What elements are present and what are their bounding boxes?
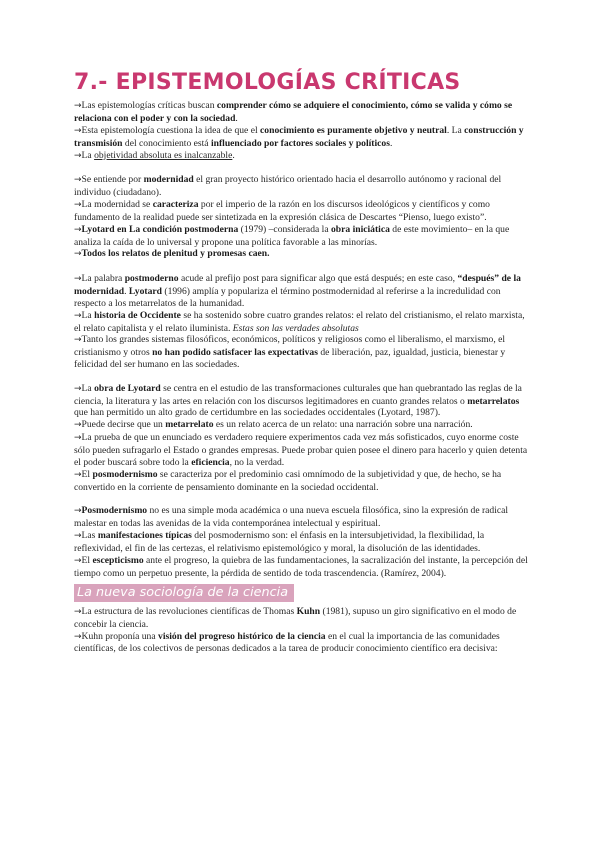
arrow-icon: → bbox=[74, 125, 82, 136]
text: La modernidad se bbox=[81, 198, 153, 210]
text: el gran proyecto histórico orientado hacia el desarrollo autónomo y racional del individuo (ciudadano). bbox=[74, 174, 502, 198]
text: , no la verdad. bbox=[229, 457, 285, 469]
paragraph bbox=[74, 505, 530, 530]
text: se caracteriza por el predominio casi omnímodo de la subjetividad y que, de hecho, se ha convertido en la corriente de pensamiento dominante en la sociedad occidental. bbox=[74, 468, 502, 493]
arrow-icon: → bbox=[74, 199, 82, 210]
bold-text: posmodernismo bbox=[92, 468, 158, 480]
text: es un relato acerca de un relato: una narración sobre una narración. bbox=[213, 419, 473, 431]
paragraph bbox=[74, 150, 530, 163]
paragraph bbox=[74, 174, 530, 199]
paragraph bbox=[74, 125, 530, 150]
arrow-icon: → bbox=[74, 310, 82, 321]
subsection-heading: La nueva sociología de la ciencia bbox=[74, 584, 294, 602]
text: acude al prefijo post para significar algo que está después; en este caso, bbox=[178, 272, 458, 284]
bold-text: Todos los relatos de plenitud y promesas caen. bbox=[81, 248, 270, 260]
arrow-icon: → bbox=[74, 433, 82, 444]
paragraph bbox=[74, 606, 530, 631]
bold-text: Kuhn bbox=[296, 605, 321, 617]
paragraph bbox=[74, 248, 530, 261]
paragraph bbox=[74, 530, 530, 555]
paragraph bbox=[74, 310, 530, 335]
text: Se entiende por bbox=[81, 174, 144, 186]
paragraph bbox=[74, 469, 530, 494]
paragraph bbox=[74, 631, 530, 656]
text: . bbox=[124, 285, 129, 297]
arrow-icon: → bbox=[74, 335, 82, 346]
bold-text: metarrelato bbox=[165, 419, 214, 431]
arrow-icon: → bbox=[74, 101, 82, 111]
bold-text: historia de Occidente bbox=[94, 309, 181, 321]
text: por el imperio de la razón en los discursos ideológicos y científicos y como fundamento de la realidad puede ser sintetizada en la expresión clásica de Descartes “Pienso, luego existo”. bbox=[74, 198, 490, 223]
text: . bbox=[235, 112, 238, 124]
arrow-icon: → bbox=[74, 273, 82, 284]
bold-text: Lyotard bbox=[128, 285, 162, 297]
arrow-icon: → bbox=[74, 469, 82, 480]
arrow-icon: → bbox=[74, 224, 82, 235]
text: La bbox=[81, 309, 95, 321]
arrow-icon: → bbox=[74, 249, 82, 260]
bold-text: caracteriza bbox=[152, 198, 199, 210]
text: Esta epistemología cuestiona la idea de que el bbox=[81, 124, 261, 136]
paragraph bbox=[74, 100, 530, 125]
arrow-icon: → bbox=[74, 531, 82, 542]
bold-text: modernidad bbox=[143, 174, 194, 186]
text: Tanto los grandes sistemas filosóficos, económicos, políticos y religiosos como el liberalismo, el marxismo, el cristianismo y otros bbox=[74, 334, 506, 359]
bold-text: manifestaciones típicas bbox=[97, 530, 192, 542]
text: El bbox=[81, 554, 93, 566]
bold-text: comprender cómo se adquiere el conocimiento, cómo se valida y cómo se relaciona con el poder y con la sociedad bbox=[74, 100, 513, 124]
text: del conocimiento está bbox=[122, 137, 211, 149]
paragraph bbox=[74, 199, 530, 224]
arrow-icon: → bbox=[74, 506, 82, 517]
bold-text: visión del progreso histórico de la ciencia bbox=[158, 630, 326, 642]
text: no es una simple moda académica o una nueva escuela filosófica, sino la expresión de radical malestar en todas las avenidas de la vida contemporánea intelectual y espiritual. bbox=[74, 505, 509, 530]
arrow-icon: → bbox=[74, 150, 82, 161]
bold-text: “después” de la modernidad bbox=[74, 272, 521, 297]
text: (1981), supuso un giro significativo en el modo de concebir la ciencia. bbox=[74, 605, 517, 630]
text: Puede decirse que un bbox=[81, 419, 166, 431]
arrow-icon: → bbox=[74, 383, 82, 394]
text: La bbox=[81, 382, 95, 394]
text: se centra en el estudio de las transformaciones culturales que han quebrantado las reglas de la ciencia, la literatura y las artes en relación con los discursos legitimadores en cuanto grandes relatos o bbox=[74, 382, 522, 407]
bold-text: construcción y transmisión bbox=[74, 124, 524, 149]
bold-text: escepticismo bbox=[92, 554, 144, 566]
bold-text: Posmodernismo bbox=[81, 505, 148, 517]
document-body bbox=[74, 100, 530, 655]
bold-text: influenciado por factores sociales y políticos bbox=[210, 137, 390, 149]
paragraph bbox=[74, 383, 530, 420]
text: . bbox=[389, 137, 393, 149]
underlined-text: objetividad absoluta es inalcanzable bbox=[94, 149, 233, 161]
arrow-icon: → bbox=[74, 420, 82, 431]
text: La bbox=[81, 149, 95, 161]
text: en el cual la importancia de las comunidades científicas, de los colectivos de personas dedicados a la tarea de producir conocimiento científico era decisiva: bbox=[74, 630, 500, 655]
paragraph bbox=[74, 432, 530, 469]
arrow-icon: → bbox=[74, 555, 82, 566]
text: que han permitido un alto grado de certidumbre en las sociedades occidentales (Lyotard, 1987). bbox=[74, 407, 441, 419]
section-title: 7.- EPISTEMOLOGÍAS CRÍTICAS bbox=[74, 70, 461, 95]
bold-text: conocimiento es puramente objetivo y neutral bbox=[260, 124, 447, 136]
bold-text: obra iniciática bbox=[330, 223, 390, 235]
text: La prueba de que un enunciado es verdadero requiere experimentos cada vez más sofisticados, cuyo enorme coste sólo pueden sufragarlo el Estado o grandes empresas. Puede probar quien posee el dinero para hacerlo y quien detenta el poder buscará sobre todo la bbox=[74, 432, 528, 469]
paragraph bbox=[74, 555, 530, 580]
text: Las bbox=[81, 530, 98, 542]
bold-text: Lyotard en La condición postmoderna bbox=[81, 223, 239, 235]
text: (1996) amplía y populariza el término postmodernidad al referirse a la incredulidad con respecto a los metarrelatos de la humanidad. bbox=[74, 285, 501, 309]
paragraph bbox=[74, 273, 530, 310]
bold-text: postmoderno bbox=[124, 272, 179, 284]
text: se ha sostenido sobre cuatro grandes relatos: el relato del cristianismo, el relato marxista, el relato capitalista y el relato iluminista. bbox=[74, 309, 525, 334]
bold-text: eficiencia bbox=[191, 457, 230, 469]
text: de liberación, paz, igualdad, justicia, bienestar y felicidad del ser humano en las sociedades. bbox=[74, 347, 506, 371]
text: Las epistemologías críticas buscan bbox=[81, 100, 217, 111]
text: . La bbox=[446, 124, 465, 136]
arrow-icon: → bbox=[74, 631, 82, 642]
bold-text: metarrelatos bbox=[467, 395, 520, 407]
text: Kuhn proponía una bbox=[81, 630, 159, 642]
paragraph bbox=[74, 334, 530, 371]
bold-text: no han podido satisfacer las expectativas bbox=[152, 347, 318, 359]
text: (1979) –considerada la bbox=[238, 223, 331, 235]
text: El bbox=[81, 468, 93, 480]
text: . bbox=[232, 149, 235, 161]
paragraph bbox=[74, 224, 530, 249]
text: del posmodernismo son: el énfasis en la intersubjetividad, la flexibilidad, la reflexividad, el fin de las certezas, el relativismo epistemológico y moral, la disolución de las identidades. bbox=[74, 530, 485, 554]
arrow-icon: → bbox=[74, 606, 82, 617]
text: ante el progreso, la quiebra de las fundamentaciones, la sacralización del instante, la percepción del tiempo como un perpetuo presente, la pérdida de sentido de toda trascendencia. (Ramírez, 2004). bbox=[74, 554, 528, 579]
arrow-icon: → bbox=[74, 175, 82, 186]
text: La palabra bbox=[81, 272, 125, 284]
paragraph bbox=[74, 419, 530, 432]
text: de este movimiento– en la que analiza la caída de lo universal y propone una política favorable a las minorías. bbox=[74, 223, 510, 248]
bold-text: obra de Lyotard bbox=[94, 382, 161, 394]
italic-text: Estas son las verdades absolutas bbox=[232, 322, 359, 334]
text: La estructura de las revoluciones científicas de Thomas bbox=[81, 605, 297, 617]
